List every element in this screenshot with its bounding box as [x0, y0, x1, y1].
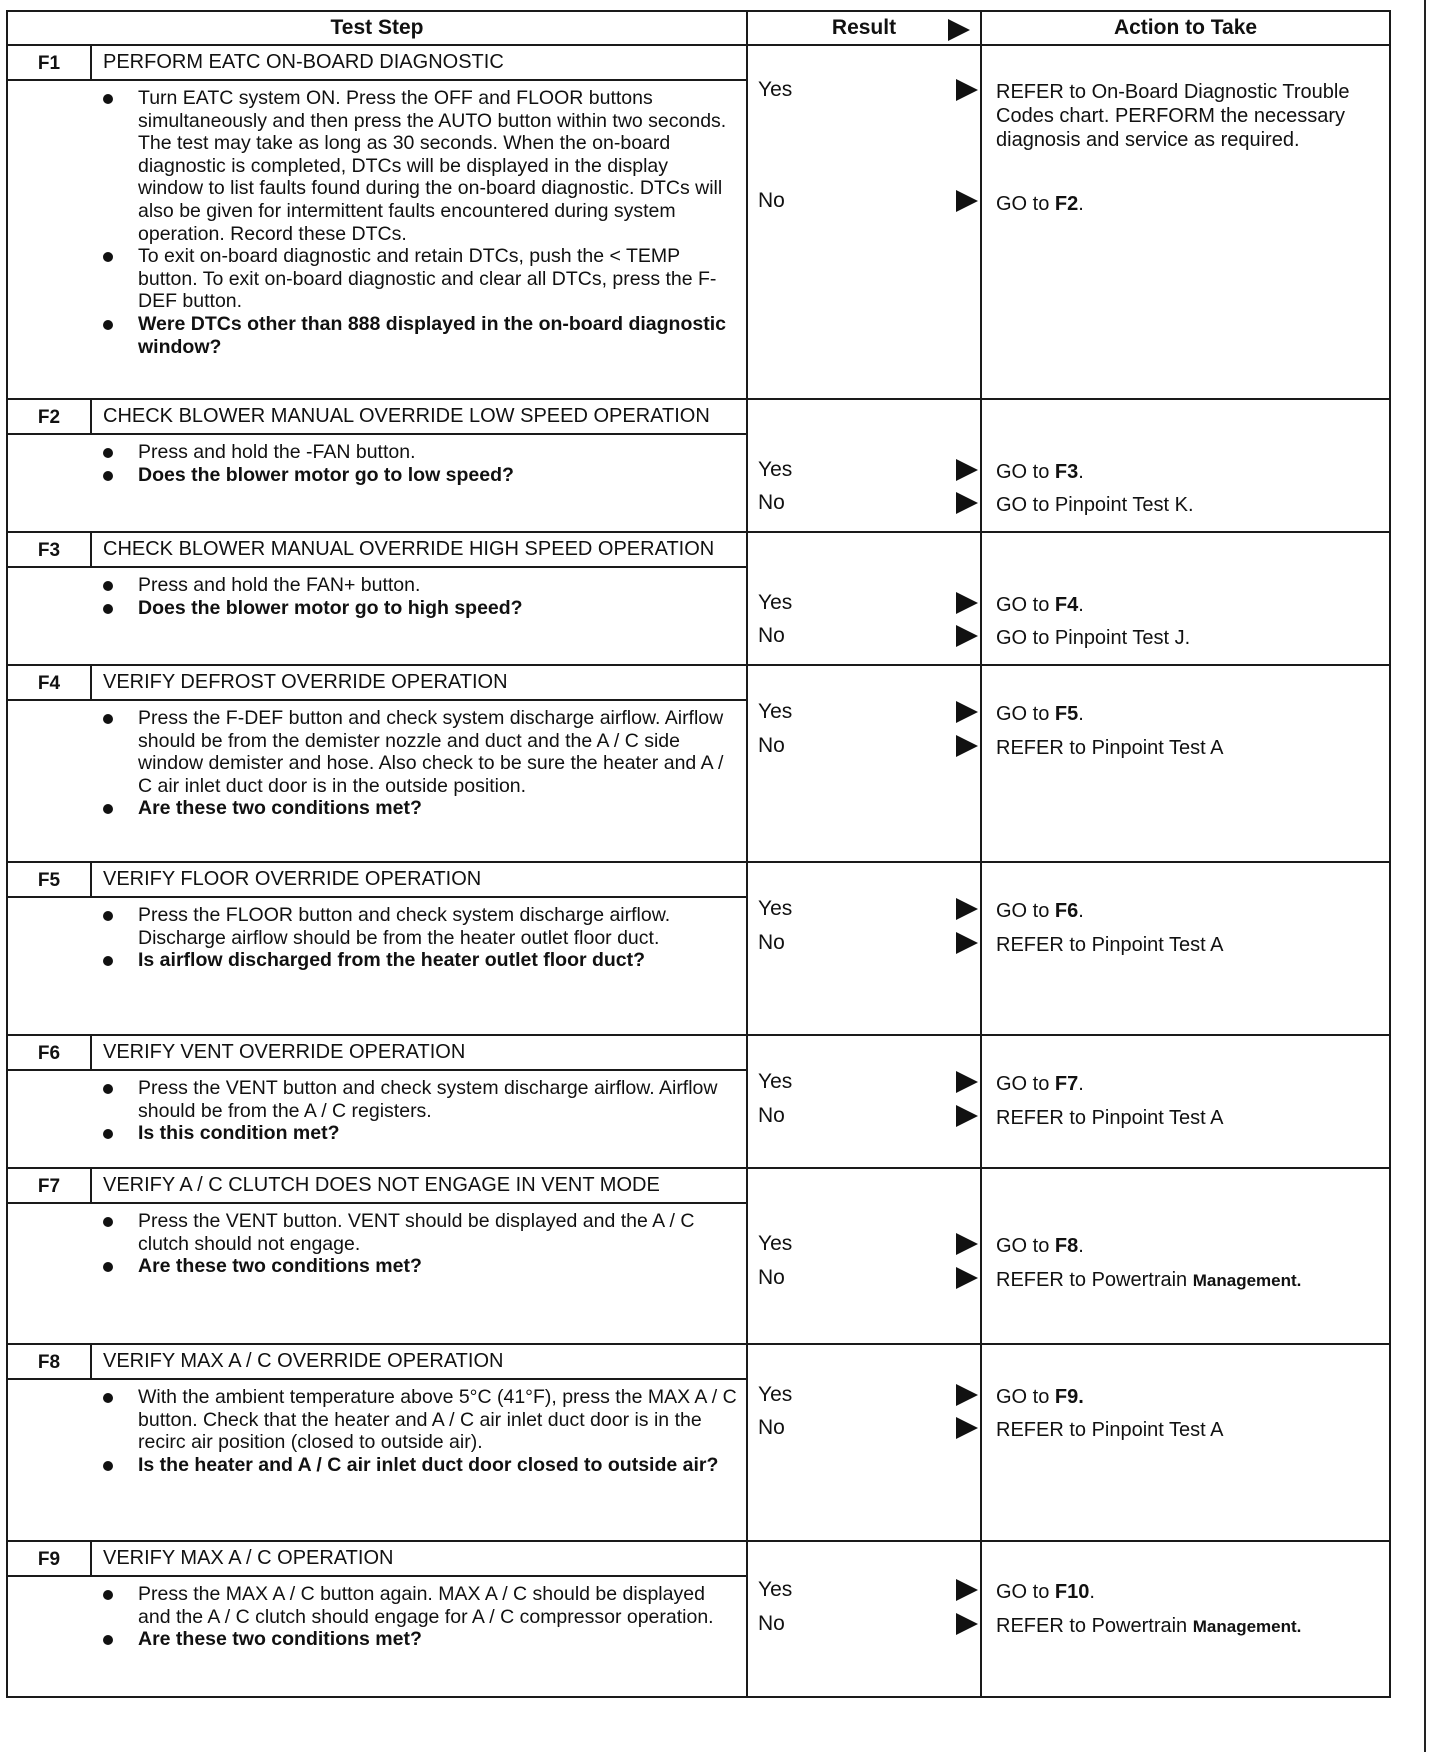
result-no: No	[758, 491, 785, 514]
result-cell-f4	[747, 665, 981, 862]
result-cell-f3	[747, 532, 981, 665]
arrow-right-icon	[956, 79, 978, 101]
no-action: REFER to Pinpoint Test A	[996, 1419, 1224, 1441]
step-title: CHECK BLOWER MANUAL OVERRIDE LOW SPEED OPERATION	[90, 400, 746, 433]
step-title: VERIFY FLOOR OVERRIDE OPERATION	[90, 863, 746, 896]
step-id: F1	[37, 53, 61, 74]
table-row	[7, 862, 1390, 1035]
list-item: Turn EATC system ON. Press the OFF and FLOOR buttons simultaneously and then press the AUTO button within two seconds. The test may take as long as 30 seconds. When the on-board diagnostic is completed, DTCs will be displayed in the display window to list faults found during the on-board diagnostic. DTCs will also be given for intermittent faults encountered during system operation. Record these DTCs.	[90, 87, 738, 245]
action-cell-f4	[981, 665, 1390, 862]
step-id: F6	[37, 1043, 61, 1064]
step-id: F7	[37, 1176, 61, 1197]
table-row	[7, 399, 1390, 532]
result-cell-f7	[747, 1168, 981, 1344]
step-bullets	[90, 701, 746, 826]
step-title: VERIFY VENT OVERRIDE OPERATION	[90, 1036, 746, 1069]
step-id: F9	[37, 1549, 61, 1570]
arrow-right-icon	[956, 898, 978, 920]
arrow-right-icon	[956, 459, 978, 481]
step-cell-f8	[7, 1344, 747, 1541]
yes-action: GO to F4.	[996, 594, 1084, 616]
result-yes: Yes	[758, 1578, 793, 1601]
action-cell-f8	[981, 1344, 1390, 1541]
list-item: Are these two conditions met?	[90, 797, 738, 820]
arrow-right-icon	[956, 1384, 978, 1406]
table-row	[7, 532, 1390, 665]
arrow-right-icon	[956, 625, 978, 647]
step-cell-f5	[7, 862, 747, 1035]
step-id: F8	[37, 1352, 61, 1373]
no-action: GO to Pinpoint Test K.	[996, 494, 1194, 516]
header-action: Action to Take	[981, 11, 1390, 45]
list-item: To exit on-board diagnostic and retain DTCs, push the < TEMP button. To exit on-board diagnostic and clear all DTCs, press the F-DEF button.	[90, 245, 738, 313]
result-yes: Yes	[758, 1232, 793, 1255]
list-item: Were DTCs other than 888 displayed in the on-board diagnostic window?	[90, 313, 738, 358]
arrow-right-icon	[956, 1071, 978, 1093]
result-yes: Yes	[758, 897, 793, 920]
table-header	[7, 11, 1390, 45]
diagnostic-table	[6, 10, 1391, 1698]
list-item: Press the F-DEF button and check system discharge airflow. Airflow should be from the demister nozzle and duct and the A / C side window demister and hose. Also check to be sure the heater and A / C air inlet duct door is in the outside position.	[90, 707, 738, 797]
step-title: VERIFY MAX A / C OVERRIDE OPERATION	[90, 1345, 746, 1378]
list-item: Does the blower motor go to low speed?	[90, 464, 738, 487]
yes-action: REFER to On-Board Diagnostic Trouble Codes chart. PERFORM the necessary diagnosis and service as required.	[996, 81, 1350, 151]
arrow-right-icon	[956, 1105, 978, 1127]
step-id: F5	[37, 870, 61, 891]
arrow-right-icon	[956, 735, 978, 757]
result-cell-f5	[747, 862, 981, 1035]
step-bullets	[90, 435, 746, 492]
result-yes: Yes	[758, 78, 793, 101]
step-bullets	[90, 1204, 746, 1284]
step-cell-f9	[7, 1541, 747, 1697]
arrow-right-icon	[956, 1579, 978, 1601]
list-item: Does the blower motor go to high speed?	[90, 597, 738, 620]
result-cell-f6	[747, 1035, 981, 1168]
list-item: Press and hold the FAN+ button.	[90, 574, 738, 597]
step-cell-f6	[7, 1035, 747, 1168]
yes-action: GO to F6.	[996, 900, 1084, 922]
result-yes: Yes	[758, 1070, 793, 1093]
result-no: No	[758, 1266, 785, 1289]
step-cell-f1	[7, 45, 747, 399]
header-test-step: Test Step	[7, 11, 747, 45]
result-yes: Yes	[758, 700, 793, 723]
result-cell-f2	[747, 399, 981, 532]
step-id: F2	[37, 407, 61, 428]
result-yes: Yes	[758, 458, 793, 481]
result-cell-f9	[747, 1541, 981, 1697]
table-row	[7, 1035, 1390, 1168]
list-item: Press the FLOOR button and check system discharge airflow. Discharge airflow should be from the heater outlet floor duct.	[90, 904, 738, 949]
list-item: Is the heater and A / C air inlet duct door closed to outside air?	[90, 1454, 738, 1477]
step-bullets	[90, 1577, 746, 1657]
yes-action: GO to F5.	[996, 703, 1084, 725]
step-title: PERFORM EATC ON-BOARD DIAGNOSTIC	[90, 46, 746, 79]
list-item: Press the MAX A / C button again. MAX A / C should be displayed and the A / C clutch should engage for A / C compressor operation.	[90, 1583, 738, 1628]
result-no: No	[758, 1416, 785, 1439]
result-yes: Yes	[758, 1383, 793, 1406]
yes-action: GO to F7.	[996, 1073, 1084, 1095]
header-result	[747, 11, 981, 45]
arrow-right-icon	[956, 1233, 978, 1255]
table-row	[7, 665, 1390, 862]
no-action: REFER to Pinpoint Test A	[996, 1107, 1224, 1129]
step-bullets	[90, 1380, 746, 1482]
result-cell-f8	[747, 1344, 981, 1541]
table-row	[7, 45, 1390, 399]
table-row	[7, 1344, 1390, 1541]
action-cell-f5	[981, 862, 1390, 1035]
step-cell-f3	[7, 532, 747, 665]
arrow-right-icon	[956, 701, 978, 723]
no-action: REFER to Pinpoint Test A	[996, 934, 1224, 956]
arrow-right-icon	[956, 592, 978, 614]
action-cell-f2	[981, 399, 1390, 532]
list-item: Are these two conditions met?	[90, 1628, 738, 1651]
step-id: F3	[37, 540, 61, 561]
list-item: Press the VENT button. VENT should be displayed and the A / C clutch should not engage.	[90, 1210, 738, 1255]
result-cell-f1	[747, 45, 981, 399]
step-cell-f2	[7, 399, 747, 532]
no-action: GO to Pinpoint Test J.	[996, 627, 1191, 649]
action-cell-f6	[981, 1035, 1390, 1168]
header-result-label: Result	[831, 16, 897, 39]
action-cell-f7	[981, 1168, 1390, 1344]
result-no: No	[758, 1104, 785, 1127]
result-no: No	[758, 931, 785, 954]
step-id: F4	[37, 673, 61, 694]
step-cell-f7	[7, 1168, 747, 1344]
result-no: No	[758, 1612, 785, 1635]
arrow-right-icon	[948, 19, 970, 41]
no-action: REFER to Powertrain Management.	[996, 1615, 1302, 1637]
no-action: REFER to Pinpoint Test A	[996, 737, 1224, 759]
result-no: No	[758, 624, 785, 647]
arrow-right-icon	[956, 1267, 978, 1289]
table-row	[7, 1168, 1390, 1344]
yes-action: GO to F9.	[996, 1386, 1084, 1408]
arrow-right-icon	[956, 492, 978, 514]
step-title: VERIFY DEFROST OVERRIDE OPERATION	[90, 666, 746, 699]
arrow-right-icon	[956, 1613, 978, 1635]
step-title: CHECK BLOWER MANUAL OVERRIDE HIGH SPEED OPERATION	[90, 533, 746, 566]
list-item: Are these two conditions met?	[90, 1255, 738, 1278]
arrow-right-icon	[956, 932, 978, 954]
result-no: No	[758, 189, 785, 212]
yes-action: GO to F3.	[996, 461, 1084, 483]
arrow-right-icon	[956, 1417, 978, 1439]
list-item: Press the VENT button and check system discharge airflow. Airflow should be from the A / C registers.	[90, 1077, 738, 1122]
action-cell-f9	[981, 1541, 1390, 1697]
action-cell-f3	[981, 532, 1390, 665]
no-action: GO to F2.	[996, 193, 1084, 215]
yes-action: GO to F8.	[996, 1235, 1084, 1257]
step-bullets	[90, 568, 746, 625]
list-item: Is this condition met?	[90, 1122, 738, 1145]
step-bullets	[90, 81, 746, 364]
result-no: No	[758, 734, 785, 757]
list-item: Press and hold the -FAN button.	[90, 441, 738, 464]
yes-action: GO to F10.	[996, 1581, 1095, 1603]
no-action: REFER to Powertrain Management.	[996, 1269, 1302, 1291]
result-yes: Yes	[758, 591, 793, 614]
table-row	[7, 1541, 1390, 1697]
right-margin-rule	[1424, 0, 1426, 1752]
list-item: Is airflow discharged from the heater outlet floor duct?	[90, 949, 738, 972]
arrow-right-icon	[956, 190, 978, 212]
list-item: With the ambient temperature above 5°C (41°F), press the MAX A / C button. Check that the heater and A / C air inlet duct door is in the recirc air position (closed to outside air).	[90, 1386, 738, 1454]
step-title: VERIFY A / C CLUTCH DOES NOT ENGAGE IN VENT MODE	[90, 1169, 746, 1202]
action-cell-f1	[981, 45, 1390, 399]
step-cell-f4	[7, 665, 747, 862]
step-bullets	[90, 1071, 746, 1151]
step-title: VERIFY MAX A / C OPERATION	[90, 1542, 746, 1575]
step-bullets	[90, 898, 746, 978]
